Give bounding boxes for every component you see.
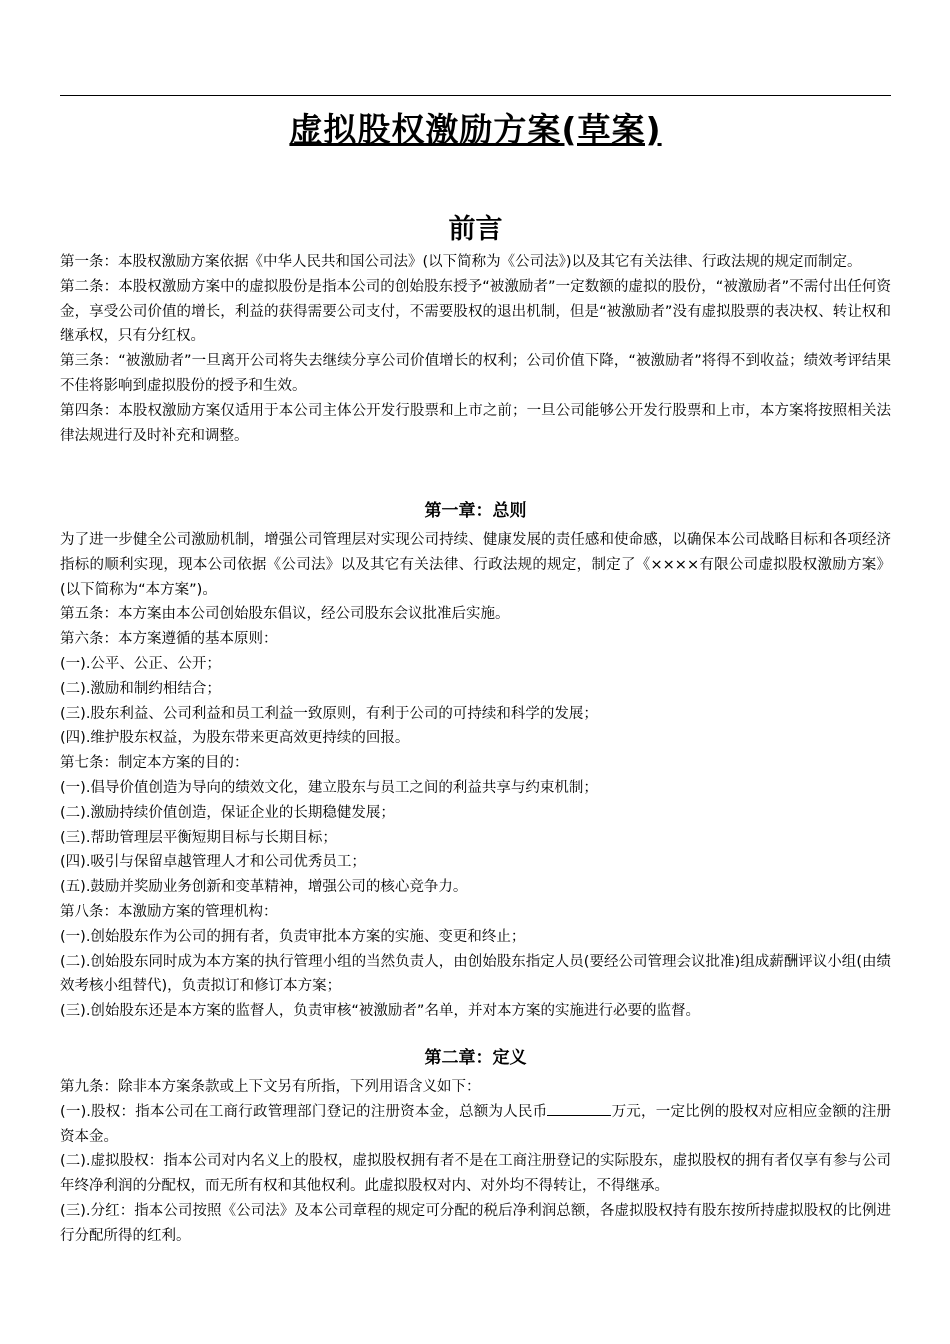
principle-2: (二).激励和制约相结合；	[60, 680, 221, 697]
article-4: 第四条：本股权激励方案仅适用于本公司主体公开发行股票和上市之前；一旦公司能够公开发行股票和上市，本方案将按照相关法律法规进行及时补充和调整。	[60, 402, 891, 444]
document-title: 虚拟股权激励方案(草案)	[289, 110, 662, 149]
body-1: (一).创始股东作为公司的拥有者，负责审批本方案的实施、变更和终止；	[60, 928, 526, 945]
purpose-2: (二).激励持续价值创造，保证企业的长期稳健发展；	[60, 804, 395, 821]
article-6: 第六条：本方案遵循的基本原则：	[60, 631, 278, 648]
principle-3: (三).股东利益、公司利益和员工利益一致原则，有利于公司的可持续和科学的发展；	[60, 705, 598, 722]
definition-equity-start: (一).股权：指本公司在工商行政管理部门登记的注册资本金，总额为人民币	[60, 1103, 548, 1120]
principle-1: (一).公平、公正、公开；	[60, 655, 221, 672]
article-9: 第九条：除非本方案条款或上下文另有所指，下列用语含义如下：	[60, 1079, 481, 1095]
purpose-4: (四).吸引与保留卓越管理人才和公司优秀员工；	[60, 854, 366, 871]
chapter-2-heading: 第二章：定义	[424, 1048, 527, 1068]
body-3: (三).创始股东还是本方案的监督人，负责审核“被激励者”名单，并对本方案的实施进行必要的监督。	[60, 1003, 700, 1020]
definition-virtual-equity: (二).虚拟股权：指本公司对内名义上的股权，虚拟股权拥有者不是在工商注册登记的实际股东，虚拟股权的拥有者仅享有参与公司年终净利润的分配权，而无所有权和其他权利。此虚拟股权对内、对外均不得转让，不得继承。	[60, 1153, 891, 1195]
amount-blank	[547, 1101, 611, 1116]
definition-dividend: (三).分红：指本公司按照《公司法》及本公司章程的规定可分配的税后净利润总额，各虚拟股权持有股东按所持虚拟股权的比例进行分配所得的红利。	[60, 1202, 891, 1244]
article-3: 第三条：“被激励者”一旦离开公司将失去继续分享公司价值增长的权利；公司价值下降，“被激励者”将得不到收益；绩效考评结果不佳将影响到虚拟股份的授予和生效。	[60, 353, 891, 394]
chapter-1-intro: 为了进一步健全公司激励机制，增强公司管理层对实现公司持续、健康发展的责任感和使命感，以确保本公司战略目标和各项经济指标的顺利实现，现本公司依据《公司法》以及其它有关法律、行政法规的规定，制定了《××××有限公司虚拟股权激励方案》(以下简称为“本方案”)。	[60, 532, 891, 598]
principle-4: (四).维护股东权益，为股东带来更高效更持续的回报。	[60, 730, 410, 747]
purpose-1: (一).倡导价值创造为导向的绩效文化，建立股东与员工之间的利益共享与约束机制；	[60, 779, 598, 796]
chapter-1-heading: 第一章：总则	[424, 501, 527, 521]
article-2: 第二条：本股权激励方案中的虚拟股份是指本公司的创始股东授予“被激励者”一定数额的虚拟的股份，“被激励者”不需付出任何资金，享受公司价值的增长，利益的获得需要公司支付，不需要股权的退出机制，但是“被激励者”没有虚拟股票的表决权、转让权和继承权，只有分红权。	[60, 278, 891, 345]
purpose-3: (三).帮助管理层平衡短期目标与长期目标；	[60, 829, 337, 846]
chapter-2-section	[60, 1047, 891, 1249]
preface-heading: 前言	[448, 214, 503, 245]
definition-equity	[60, 1100, 891, 1150]
header-rule	[60, 95, 891, 96]
article-8: 第八条：本激励方案的管理机构：	[60, 903, 278, 920]
article-1: 第一条：本股权激励方案依据《中华人民共和国公司法》(以下简称为《公司法》)以及其它有关法律、行政法规的规定而制定。	[60, 254, 862, 270]
chapter-1-section	[60, 500, 891, 1024]
article-5: 第五条：本方案由本公司创始股东倡议，经公司股东会议批准后实施。	[60, 606, 510, 623]
body-2: (二).创始股东同时成为本方案的执行管理小组的当然负责人，由创始股东指定人员(要经公司管理会议批准)组成薪酬评议小组(由绩效考核小组替代)，负责拟订和修订本方案；	[60, 953, 891, 995]
definition-equity-end: 万元，一定比例的股权对应相应金额的注册资本金。	[60, 1103, 892, 1145]
preface-section	[60, 250, 891, 448]
article-7: 第七条：制定本方案的目的：	[60, 755, 249, 772]
purpose-5: (五).鼓励并奖励业务创新和变革精神，增强公司的核心竞争力。	[60, 879, 468, 896]
